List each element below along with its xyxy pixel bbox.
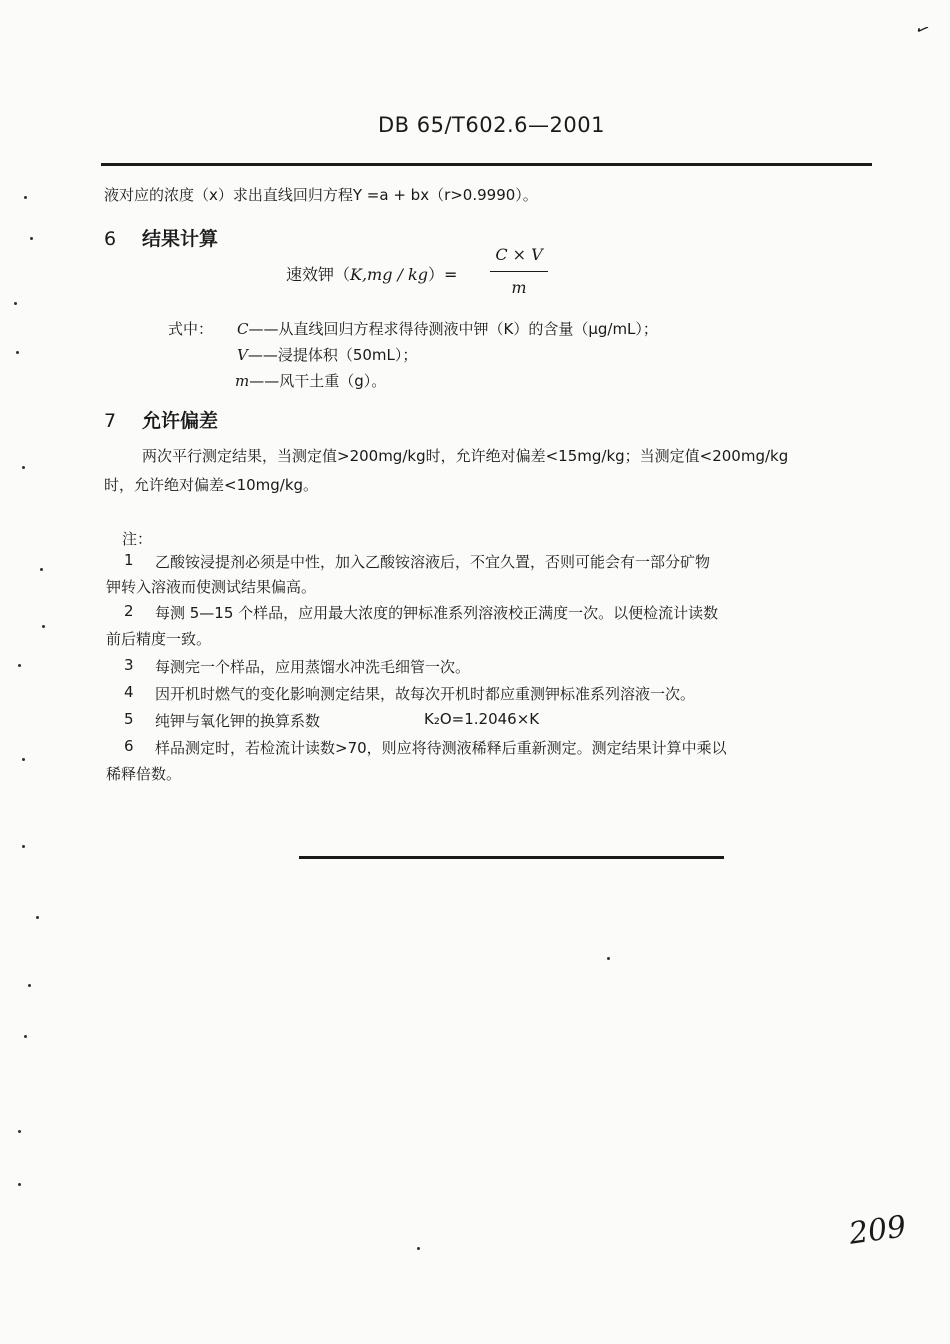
- handwritten-page-number: 209: [846, 1209, 909, 1252]
- scan-dot: [417, 1247, 420, 1250]
- tolerance-paragraph-line: 时，允许绝对偏差<10mg/kg。: [104, 476, 319, 494]
- note-number: 1: [124, 551, 134, 569]
- definition-row: [235, 370, 386, 391]
- note-number: 4: [124, 683, 134, 701]
- section-7-heading: [104, 406, 218, 433]
- intro-line: 液对应的浓度（x）求出直线回归方程Y =a + bx（r>0.9990）。: [104, 186, 538, 204]
- scan-dot: [24, 1035, 27, 1038]
- scan-mark: ✓: [912, 17, 934, 42]
- conversion-formula: K₂O=1.2046×K: [424, 710, 540, 728]
- formula-lhs: [286, 262, 457, 285]
- tolerance-paragraph-line: 两次平行测定结果，当测定值>200mg/kg时，允许绝对偏差<15mg/kg；当测定值<200mg/kg: [142, 447, 789, 465]
- where-label: 式中：: [168, 320, 214, 338]
- scan-dot: [16, 351, 19, 354]
- scan-dot: [18, 1130, 21, 1133]
- notes-label: 注：: [122, 530, 153, 548]
- note-text-cont: 前后精度一致。: [106, 630, 212, 648]
- definition-text: ——浸提体积（50mL）；: [247, 346, 418, 364]
- scan-dot: [607, 957, 610, 960]
- scan-dot: [18, 1183, 21, 1186]
- note-text-cont: 钾转入溶液而使测试结果偏高。: [106, 578, 317, 596]
- formula-lhs-label: 速效钾（: [286, 265, 351, 284]
- scan-dot: [40, 568, 43, 571]
- scan-dot: [14, 302, 17, 305]
- header-rule: [101, 163, 872, 166]
- formula-numerator: C × V: [495, 245, 543, 264]
- section-title: 结果计算: [142, 228, 219, 250]
- section-6-heading: [104, 224, 218, 251]
- section-number: 6: [104, 228, 117, 250]
- formula-denominator: m: [511, 278, 527, 297]
- note-text: 每测 5—15 个样品，应用最大浓度的钾标准系列溶液校正满度一次。以便检流计读数: [155, 604, 719, 622]
- formula-lhs-vars: K,mg / kg: [350, 265, 428, 284]
- note-number: 5: [124, 710, 134, 728]
- note-number: 6: [124, 737, 134, 755]
- note-text: 样品测定时，若检流计读数>70，则应将待测液稀释后重新测定。测定结果计算中乘以: [155, 739, 727, 757]
- section-title: 允许偏差: [142, 410, 219, 432]
- fraction-bar: [490, 271, 548, 272]
- note-number: 3: [124, 656, 134, 674]
- definition-text: ——风干土重（g）。: [249, 372, 387, 390]
- formula-lhs-close: ）=: [427, 265, 458, 284]
- scan-dot: [42, 625, 45, 628]
- scan-dot: [28, 984, 31, 987]
- scan-dot: [22, 758, 25, 761]
- definition-text: ——从直线回归方程求得待测液中钾（K）的含量（μg/mL）；: [248, 320, 658, 338]
- note-text: 纯钾与氧化钾的换算系数: [155, 712, 321, 730]
- scan-dot: [18, 664, 21, 667]
- scan-dot: [24, 196, 27, 199]
- definition-row: [237, 344, 417, 365]
- scan-dot: [36, 916, 39, 919]
- scan-dot: [22, 845, 25, 848]
- scan-dot: [30, 237, 33, 240]
- end-rule: [299, 856, 724, 859]
- note-text: 乙酸铵浸提剂必须是中性，加入乙酸铵溶液后，不宜久置，否则可能会有一部分矿物: [155, 553, 711, 571]
- note-number: 2: [124, 602, 134, 620]
- note-text: 因开机时燃气的变化影响测定结果，故每次开机时都应重测钾标准系列溶液一次。: [155, 685, 696, 703]
- document-code: DB 65/T602.6—2001: [378, 113, 605, 137]
- scan-dot: [22, 466, 25, 469]
- definition-symbol: V: [237, 346, 248, 364]
- definition-symbol: m: [235, 372, 250, 390]
- section-number: 7: [104, 410, 117, 432]
- definition-row: [237, 318, 658, 339]
- definition-symbol: C: [237, 320, 249, 338]
- formula-fraction: [490, 245, 548, 297]
- note-text-cont: 稀释倍数。: [106, 765, 182, 783]
- note-text: 每测完一个样品，应用蒸馏水冲洗毛细管一次。: [155, 658, 471, 676]
